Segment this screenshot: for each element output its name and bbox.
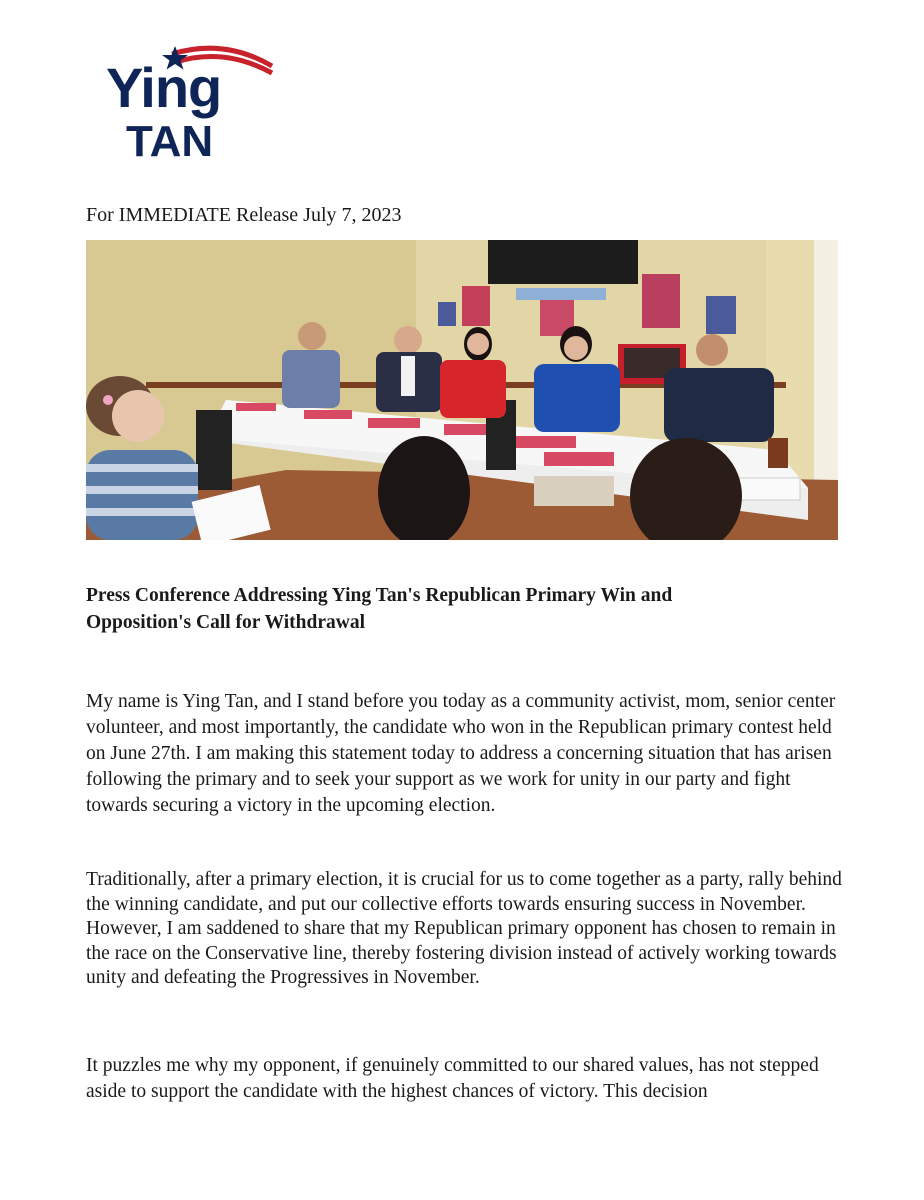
body-paragraph: My name is Ying Tan, and I stand before you today as a community activist, mom, senior center volunteer, and most importantly, the candidate who won in the Republican primary contest held on June 27th. I am making this statement today to address a concerning situation that has arisen following the primary and to seek your support as we work for unity in our party and fight towards securing a victory in the upcoming election.: [86, 691, 836, 816]
press-conference-photo: [86, 240, 838, 540]
headline-line-1: Press Conference Addressing Ying Tan's Republican Primary Win and: [86, 585, 673, 606]
body-paragraph: Traditionally, after a primary election, it is crucial for us to come together as a party, rally behind the winning candidate, and put our collective efforts towards ensuring success in November. However, I am saddened to share that my Republican primary opponent has chosen to remain in the race on the Conservative line, thereby fostering division instead of actively working towards unity and defeating the Progressives in November.: [86, 869, 842, 988]
body-paragraph: It puzzles me why my opponent, if genuinely committed to our shared values, has not stepped aside to support the candidate with the highest chances of victory. This decision: [86, 1055, 819, 1102]
press-headline: [86, 582, 846, 636]
logo-name-first: Ying: [106, 56, 222, 119]
ying-tan-logo: [104, 40, 284, 162]
headline-line-2: Opposition's Call for Withdrawal: [86, 612, 366, 633]
logo-name-last: TAN: [126, 117, 214, 162]
release-date: For IMMEDIATE Release July 7, 2023: [86, 204, 402, 226]
